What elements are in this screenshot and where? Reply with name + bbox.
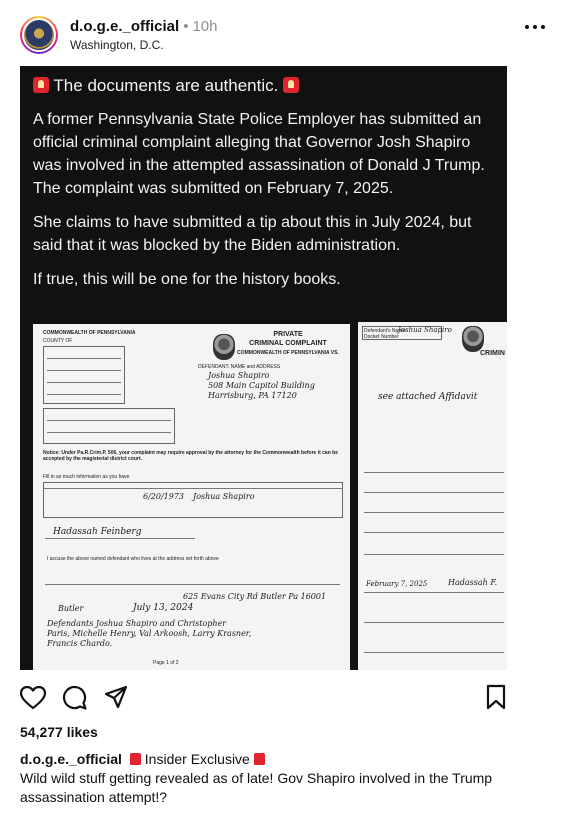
siren-icon	[130, 753, 141, 765]
complaint-document-page-2	[358, 322, 507, 670]
hand-address-1: 508 Main Capitol Building	[208, 381, 315, 390]
doc2-hand-name: Joshua Shapiro	[398, 326, 452, 334]
action-bar	[0, 680, 565, 720]
post-text	[33, 74, 498, 302]
avatar[interactable]	[20, 16, 58, 54]
hand-defendant-name: Joshua Shapiro	[193, 492, 255, 501]
doc2-hand-date: February 7, 2025	[366, 580, 428, 588]
headline	[33, 74, 498, 97]
doc-title-1: PRIVATE	[273, 331, 303, 338]
hand-county-address: 625 Evans City Rd Butler Pa 16001	[183, 592, 327, 601]
likes-count[interactable]: 54,277 likes	[20, 724, 98, 740]
heart-icon[interactable]	[20, 686, 46, 710]
pa-seal-icon	[462, 326, 484, 352]
avatar-ring	[22, 18, 56, 52]
seal-logo-icon	[24, 20, 54, 50]
doc-vs: COMMONWEALTH OF PENNSYLVANIA VS.	[237, 350, 339, 356]
doc-court-box	[43, 346, 125, 404]
location-link[interactable]: Washington, D.C.	[70, 38, 164, 52]
hand-address-2: Harrisburg, PA 17120	[208, 391, 297, 400]
doc-county: COUNTY OF	[43, 338, 73, 344]
headline-text: The documents are authentic.	[53, 76, 279, 95]
doc-defendant-label: DEFENDANT: NAME and ADDRESS	[198, 364, 281, 370]
more-icon[interactable]	[525, 24, 545, 30]
siren-icon	[254, 753, 265, 765]
caption-username[interactable]: d.o.g.e._official	[20, 751, 122, 767]
hand-date: July 13, 2024	[133, 603, 194, 613]
separator-dot: •	[183, 18, 189, 35]
doc-title	[233, 330, 343, 348]
doc2-defendant-label: Defendant's Name	[364, 328, 406, 334]
complaint-document-page-1	[33, 324, 350, 670]
siren-icon	[33, 77, 49, 93]
hand-participants-3: Francis Chardo.	[47, 639, 113, 648]
hand-participants-2: Paris, Michelle Henry, Val Arkoosh, Larry Krasner,	[47, 629, 252, 638]
doc-docket-box	[43, 408, 175, 444]
caption-text: Wild wild stuff getting revealed as of late! Gov Shapiro involved in the Trump assassination attempt!?	[20, 770, 493, 805]
doc-fill-in: Fill in as much information as you have	[43, 474, 130, 480]
doc2-title: CRIMIN	[480, 350, 505, 357]
hand-name: Joshua Shapiro	[208, 371, 270, 380]
username-link[interactable]: d.o.g.e._official	[70, 18, 180, 35]
doc-footer: Page 1 of 2	[153, 660, 179, 666]
caption-tag: Insider Exclusive	[144, 751, 250, 767]
paragraph-2: She claims to have submitted a tip about this in July 2024, but said that it was blocked by the Biden administration.	[33, 214, 472, 254]
paragraph-3: If true, this will be one for the history books.	[33, 271, 341, 288]
doc-title-2: CRIMINAL COMPLAINT	[249, 340, 327, 347]
post-header	[0, 0, 565, 66]
post-image[interactable]	[20, 66, 507, 670]
comment-icon[interactable]	[62, 685, 87, 710]
paragraph-1: A former Pennsylvania State Police Employer has submitted an official criminal complaint alleging that Governor Josh Shapiro was involved in the attempted assassination of Donald J Trump. The complaint was submitted on February 7, 2025.	[33, 111, 485, 197]
pa-seal-icon	[213, 334, 235, 360]
siren-icon	[283, 77, 299, 93]
user-line	[70, 18, 217, 35]
caption	[20, 750, 550, 807]
doc-notice: Notice: Under Pa.R.Crim.P. 506, your complaint may require approval by the attorney for the Commonwealth before it can be accepted by the magisterial district court.	[43, 450, 338, 462]
doc2-docket: Docket Number	[364, 334, 399, 340]
share-icon[interactable]	[104, 685, 128, 709]
doc-commonwealth: COMMONWEALTH OF PENNSYLVANIA	[43, 330, 136, 336]
hand-participants-1: Defendants Joshua Shapiro and Christopher	[47, 619, 227, 628]
hand-complainant: Hadassah Feinberg	[53, 527, 142, 537]
hand-place: Butler	[58, 604, 84, 613]
hand-dob: 6/20/1973	[143, 492, 185, 501]
doc2-signature: Hadassah F.	[448, 578, 498, 587]
post-time: 10h	[192, 18, 218, 35]
doc2-hand-affidavit: see attached Affidavit	[378, 392, 478, 402]
bookmark-icon[interactable]	[486, 684, 506, 710]
doc-check-text: I accuse the above named defendant who lives at the address set forth above	[47, 556, 219, 562]
